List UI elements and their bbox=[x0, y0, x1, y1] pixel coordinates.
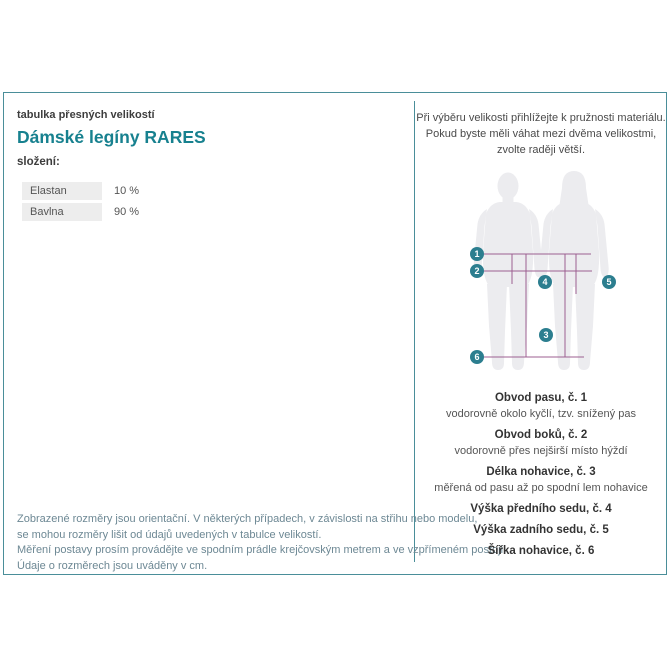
measurement-label: Délka nohavice, č. 3 bbox=[486, 466, 596, 478]
marker-2-hips: 2 bbox=[470, 264, 484, 278]
disclaimer-line: Údaje o rozměrech jsou uváděny v cm. bbox=[17, 559, 208, 572]
measurement-label: Obvod pasu, č. 1 bbox=[494, 392, 588, 404]
measurement-label: Výška předního sedu, č. 4 bbox=[470, 503, 612, 515]
measurement-description: vodorovně okolo kyčlí, tzv. snížený pas bbox=[446, 408, 636, 420]
measurement-description: měřená od pasu až po spodní lem nohavice bbox=[434, 482, 648, 494]
material-cell: Elastan bbox=[22, 182, 102, 200]
size-table-subtitle: tabulka přesných velikostí bbox=[17, 109, 155, 121]
measurement-label: Výška zadního sedu, č. 5 bbox=[473, 524, 609, 536]
disclaimer-line: Měření postavy prosím provádějte ve spodním prádle krejčovským metrem a ve vzpřímeném postoji. bbox=[17, 544, 507, 556]
sizing-advice-text bbox=[414, 110, 668, 158]
measurement-label: Šířka nohavice, č. 6 bbox=[487, 545, 595, 557]
measurement-definitions bbox=[414, 390, 668, 559]
disclaimer-line: se mohou rozměry lišit od údajů uvedených v tabulce velikostí. bbox=[17, 528, 322, 541]
marker-1-waist: 1 bbox=[470, 247, 484, 261]
percent-cell: 90 % bbox=[114, 206, 140, 218]
marker-6-leg-width: 6 bbox=[470, 350, 484, 364]
marker-5-back-rise: 5 bbox=[602, 275, 616, 289]
measurement-description: vodorovně přes nejširší místo hýždí bbox=[454, 445, 628, 457]
marker-3-leg-length: 3 bbox=[539, 328, 553, 342]
table-row bbox=[22, 203, 242, 221]
advice-line: Při výběru velikosti přihlížejte k pružnosti materiálu. bbox=[416, 112, 666, 124]
marker-4-front-rise: 4 bbox=[538, 275, 552, 289]
table-row bbox=[22, 182, 242, 200]
percent-cell: 10 % bbox=[114, 185, 140, 197]
disclaimer-line: Zobrazené rozměry jsou orientační. V některých případech, v závislosti na střihu nebo modelu, bbox=[17, 513, 478, 525]
size-guide-panel bbox=[3, 92, 667, 575]
measurement-label: Obvod boků, č. 2 bbox=[494, 429, 588, 441]
material-cell: Bavlna bbox=[22, 203, 102, 221]
advice-line: Pokud byste měli váhat mezi dvěma velikostmi, bbox=[425, 128, 657, 140]
measurement-diagram bbox=[461, 166, 641, 376]
body-silhouettes-illustration bbox=[461, 166, 641, 376]
product-title: Dámské legíny RARES bbox=[17, 127, 206, 147]
advice-line: zvolte raději větší. bbox=[496, 144, 586, 156]
composition-label: složení: bbox=[17, 156, 60, 168]
composition-table bbox=[22, 182, 242, 224]
